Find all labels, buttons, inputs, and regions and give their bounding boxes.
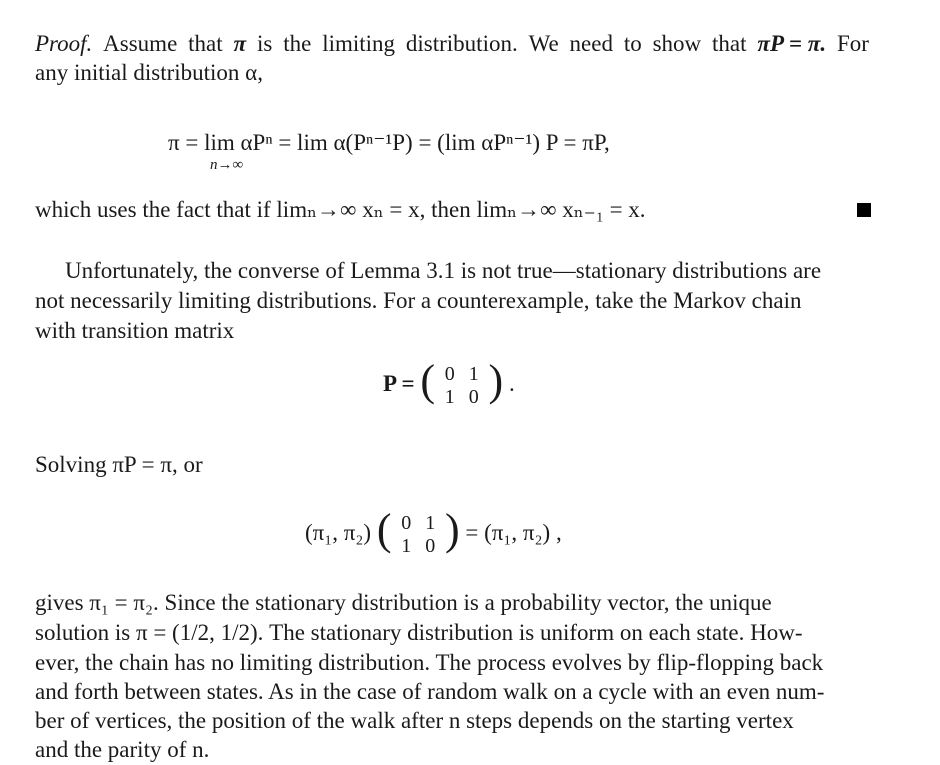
matrix-cell: 1	[444, 385, 455, 408]
qed-square-icon	[857, 203, 871, 217]
word: to	[623, 31, 642, 56]
paren-left: (	[420, 356, 436, 405]
matrix-cell: 0	[425, 534, 436, 557]
word: the	[283, 31, 312, 56]
matrix-cell: 0	[444, 362, 455, 385]
matrix-p	[441, 363, 483, 409]
para3-line-1: gives π₁ = π₂. Since the stationary distribution is a probability vector, the unique	[35, 590, 772, 615]
word: show	[652, 31, 702, 56]
proof-line-1	[35, 29, 869, 59]
equation-text: π = lim αPⁿ = lim α(Pⁿ⁻¹P) = (lim αPⁿ⁻¹) P = πP,	[168, 130, 610, 155]
para3-line-4: and forth between states. As in the case of random walk on a cycle with an even num-	[35, 679, 825, 704]
word: is	[256, 31, 273, 56]
matrix-cell: 0	[468, 385, 479, 408]
solving-line: Solving πP = π, or	[35, 452, 203, 477]
word: For	[836, 31, 869, 56]
word: Assume	[103, 31, 178, 56]
word: need	[569, 31, 613, 56]
word: We	[528, 31, 559, 56]
para3-line-6: and the parity of n.	[35, 737, 210, 762]
word: limiting	[322, 31, 396, 56]
para3-line-5: ber of vertices, the position of the walk after n steps depends on the starting vertex	[35, 708, 794, 733]
matrix-trail: .	[508, 371, 515, 396]
matrix-label: P =	[383, 371, 415, 396]
word: πP = π.	[757, 31, 827, 56]
matrix-p-2	[397, 512, 439, 558]
matrix-equation	[383, 356, 515, 409]
proof-label: Proof.	[35, 31, 93, 56]
para2-line-3: with transition matrix	[35, 318, 235, 343]
paren-right: )	[445, 505, 460, 554]
matrix-cell: 1	[401, 534, 412, 557]
paren-left: (	[376, 505, 392, 554]
matrix-cell: 0	[401, 511, 412, 534]
word: π	[233, 31, 247, 56]
para3-line-2: solution is π = (1/2, 1/2). The stationary distribution is uniform on each state. How-	[35, 620, 803, 645]
paren-right: )	[488, 356, 504, 405]
equation-limit-sub	[210, 150, 243, 180]
word: distribution.	[405, 31, 518, 56]
para2-line-1: Unfortunately, the converse of Lemma 3.1 is not true—stationary distributions are	[65, 258, 822, 283]
lim-sub-1: n→∞	[210, 157, 244, 173]
para3-line-3: ever, the chain has no limiting distribution. The process evolves by flip-flopping back	[35, 650, 824, 675]
matrix-cell: 1	[425, 511, 436, 534]
matrix-cell: 1	[468, 362, 479, 385]
eq3-lhs: (π₁, π₂)	[305, 520, 372, 545]
proof-line-2: any initial distribution α,	[35, 60, 263, 85]
proof-end-line: which uses the fact that if limₙ→∞ xₙ = x, then limₙ→∞ xₙ₋₁ = x.	[35, 197, 646, 222]
eq3-rhs: = (π₁, π₂) ,	[465, 520, 562, 545]
word: that	[188, 31, 223, 56]
stationary-equation	[305, 505, 562, 558]
para2-line-2: not necessarily limiting distributions. For a counterexample, take the Markov chain	[35, 288, 802, 313]
word: that	[712, 31, 747, 56]
